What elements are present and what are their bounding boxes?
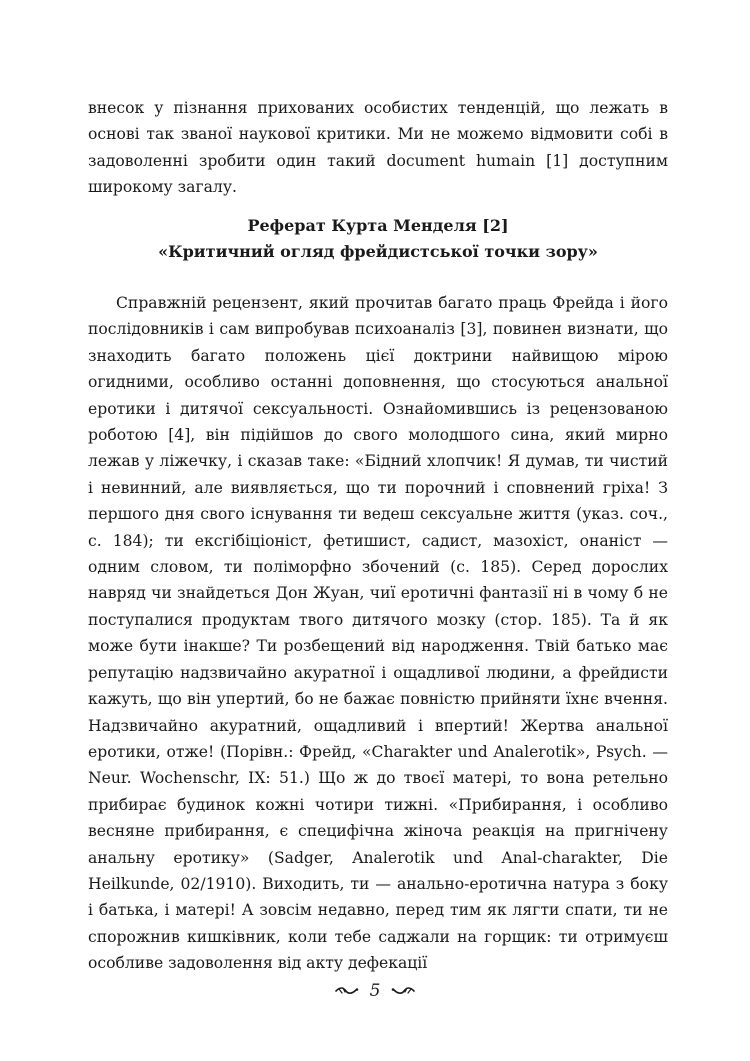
ornament-flourish-left-icon bbox=[334, 985, 360, 997]
section-heading bbox=[88, 213, 668, 265]
page-number: 5 bbox=[369, 980, 381, 1001]
heading-line-2: «Критичний огляд фрейдистської точки зору» bbox=[158, 242, 598, 261]
page-footer bbox=[0, 980, 750, 1001]
body-text: Справжній рецензент, який прочитав багато праць Фрейда і його послідовників і сам випробував психоаналіз [3], повинен визнати, що знаходить багато положень цієї доктрини найвищою мірою огидними, особливо останні доповнення, що стосуються анальної еротики і дитячої сексуальності. Ознайомившись із рецензованою роботою [4], він підійшов до свого молодшого сина, який мирно лежав у ліжечку, і сказав таке: «Бідний хлопчик! Я думав, ти чистий і невинний, але виявляється, що ти порочний і сповнений гріха! З першого дня свого існування ти ведеш сексуальне життя (указ. соч., с. 184); ти ексгібіціоніст, фетишист, садист, мазохіст, онаніст — одним словом, ти поліморфно збочений (с. 185). Серед дорослих навряд чи знайдеться Дон Жуан, чиї еротичні фантазії ні в чому б не поступалися продуктам твого дитячого мозку (стор. 185). Та й як може бути інакше? Ти розбещений від народження. Твій батько має репутацію надзвичайно акуратної і ощадливої людини, а фрейдисти кажуть, що він упертий, бо не бажає повністю прийняти їхнє вчення. Надзвичайно акуратний, ощадливий і впертий! Жертва анальної еротики, отже! (Порівн.: Фрейд, «Charakter und Analerotik», Psych. — Neur. Wochenschr, IX: 51.) Що ж до твоєї матері, то вона ретельно прибирає будинок кожні чотири тижні. «Прибирання, і особливо весняне прибирання, є специфічна жіноча реакція на пригнічену анальну еротику» (Sadger, Analerotik und Anal-charakter, Die Heilkunde, 02/1910). Виходить, ти — анально-еротична натура з боку і батька, і матері! А зовсім недавно, перед тим як лягти спати, ти не спорожнив кишківник, коли тебе саджали на горщик: ти отримуєш особливе задоволення від акту дефекації bbox=[88, 294, 668, 973]
body-paragraph bbox=[88, 290, 668, 977]
ornament-flourish-right-icon bbox=[390, 985, 416, 997]
intro-paragraph bbox=[88, 95, 668, 201]
heading-line-1: Реферат Курта Менделя [2] bbox=[247, 216, 509, 235]
intro-text: внесок у пізнання прихованих особистих тенденцій, що лежать в основі так званої наукової критики. Ми не можемо відмовити собі в задоволенні зробити один такий document humain [1] доступним широкому загалу. bbox=[88, 99, 668, 197]
